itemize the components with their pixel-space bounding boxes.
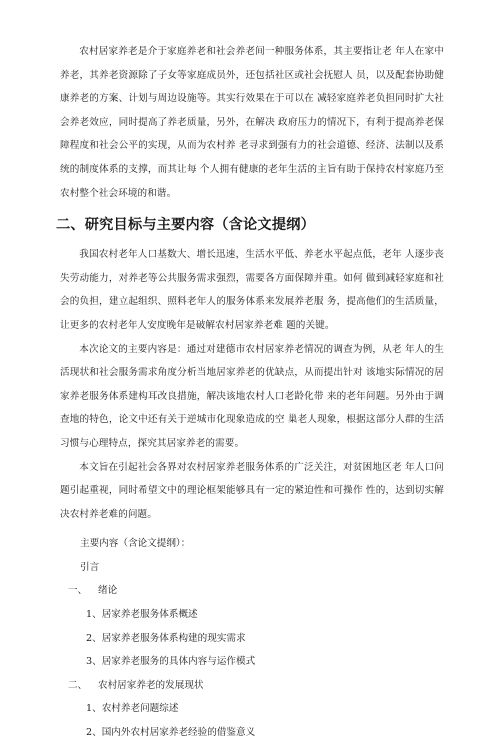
outline-item: 1、农村养老问题综述: [86, 703, 179, 715]
intro-paragraph: 农村居家养老是介于家庭养老和社会养老间一种服务体系，其主要指让老 年人在家中养老，其养老资源除了子女等家庭成员外，还包括社区或社会抚慰人 员，以及配套协助健康养老的方案、计划与周边设施等。其实行效果在于可以在 减轻家庭养老负担同时扩大社会养老效应，同时提高了养老质量，另外，在解决 政府压力的情况下，有利于提高养老保障程度和社会公平的实现，从而为农村养 老寻求到强有力的社会道德、经济、法制以及系统的制度体系的支撑，而其让每 个人拥有健康的老年生活的主旨有助于保持农村家庭乃至农村整个社会环境的和谐。: [60, 46, 444, 199]
outline-chapter-2: [60, 674, 444, 698]
body-paragraph-1: 我国农村老年人口基数大、增长迅速，生活水平低、养老水平起点低，老年 人逐步丧失劳动能力，对养老等公共服务需求强烈，需要各方面保障并重。如何 做到减轻家庭和社会的负担，建立起组织、照料老年人的服务体系来发展养老服 务，提高他们的生活质量，让更多的农村老年人安度晚年是破解农村居家养老难 题的关键。: [60, 249, 444, 331]
outline-item: 3、居家养老服务的具体内容与运作模式: [86, 656, 256, 668]
chapter-title: 绪论: [98, 585, 118, 597]
outline-title: 主要内容（含论文提纲）：: [80, 538, 191, 550]
body-paragraph-2: 本次论文的主要内容是：通过对建德市农村居家养老情况的调查为例，从老 年人的生活现状和社会服务需求角度分析当地居家养老的优缺点，从而提出针对 该地实际情况的居家养老服务体系建构耳改良措施，解决该地农村人口老龄化带 来的老年问题。另外由于调查地的特色，论文中还有关于逆城市化现象造成的空 巢老人现象，根据这部分人群的生活习惯与心理特点，探究其居家养老的需要。: [60, 343, 444, 449]
chapter-number: 二、: [68, 679, 88, 691]
chapter-number: 一、: [68, 585, 88, 597]
outline-chapter-1: [60, 579, 444, 603]
outline-item: 2、国内外农村居家养老经验的借鉴意义: [86, 727, 256, 739]
chapter-title: 农村居家养老的发展现状: [98, 679, 204, 691]
outline-preface: 引言: [80, 561, 100, 573]
section-heading: 二、研究目标与主要内容（含论文提纲）: [56, 217, 315, 234]
outline-item: 2、居家养老服务体系构建的现实需求: [86, 632, 246, 644]
body-paragraph-3: 本文旨在引起社会各界对农村居家养老服务体系的广泛关注，对贫困地区老 年人口问题引起重视，同时希望文中的理论框架能够具有一定的紧迫性和可操作 性的，达到切实解决农村养老难的问题。: [60, 461, 444, 520]
thesis-outline: [60, 532, 444, 744]
outline-item: 1、居家养老服务体系概述: [86, 609, 198, 621]
